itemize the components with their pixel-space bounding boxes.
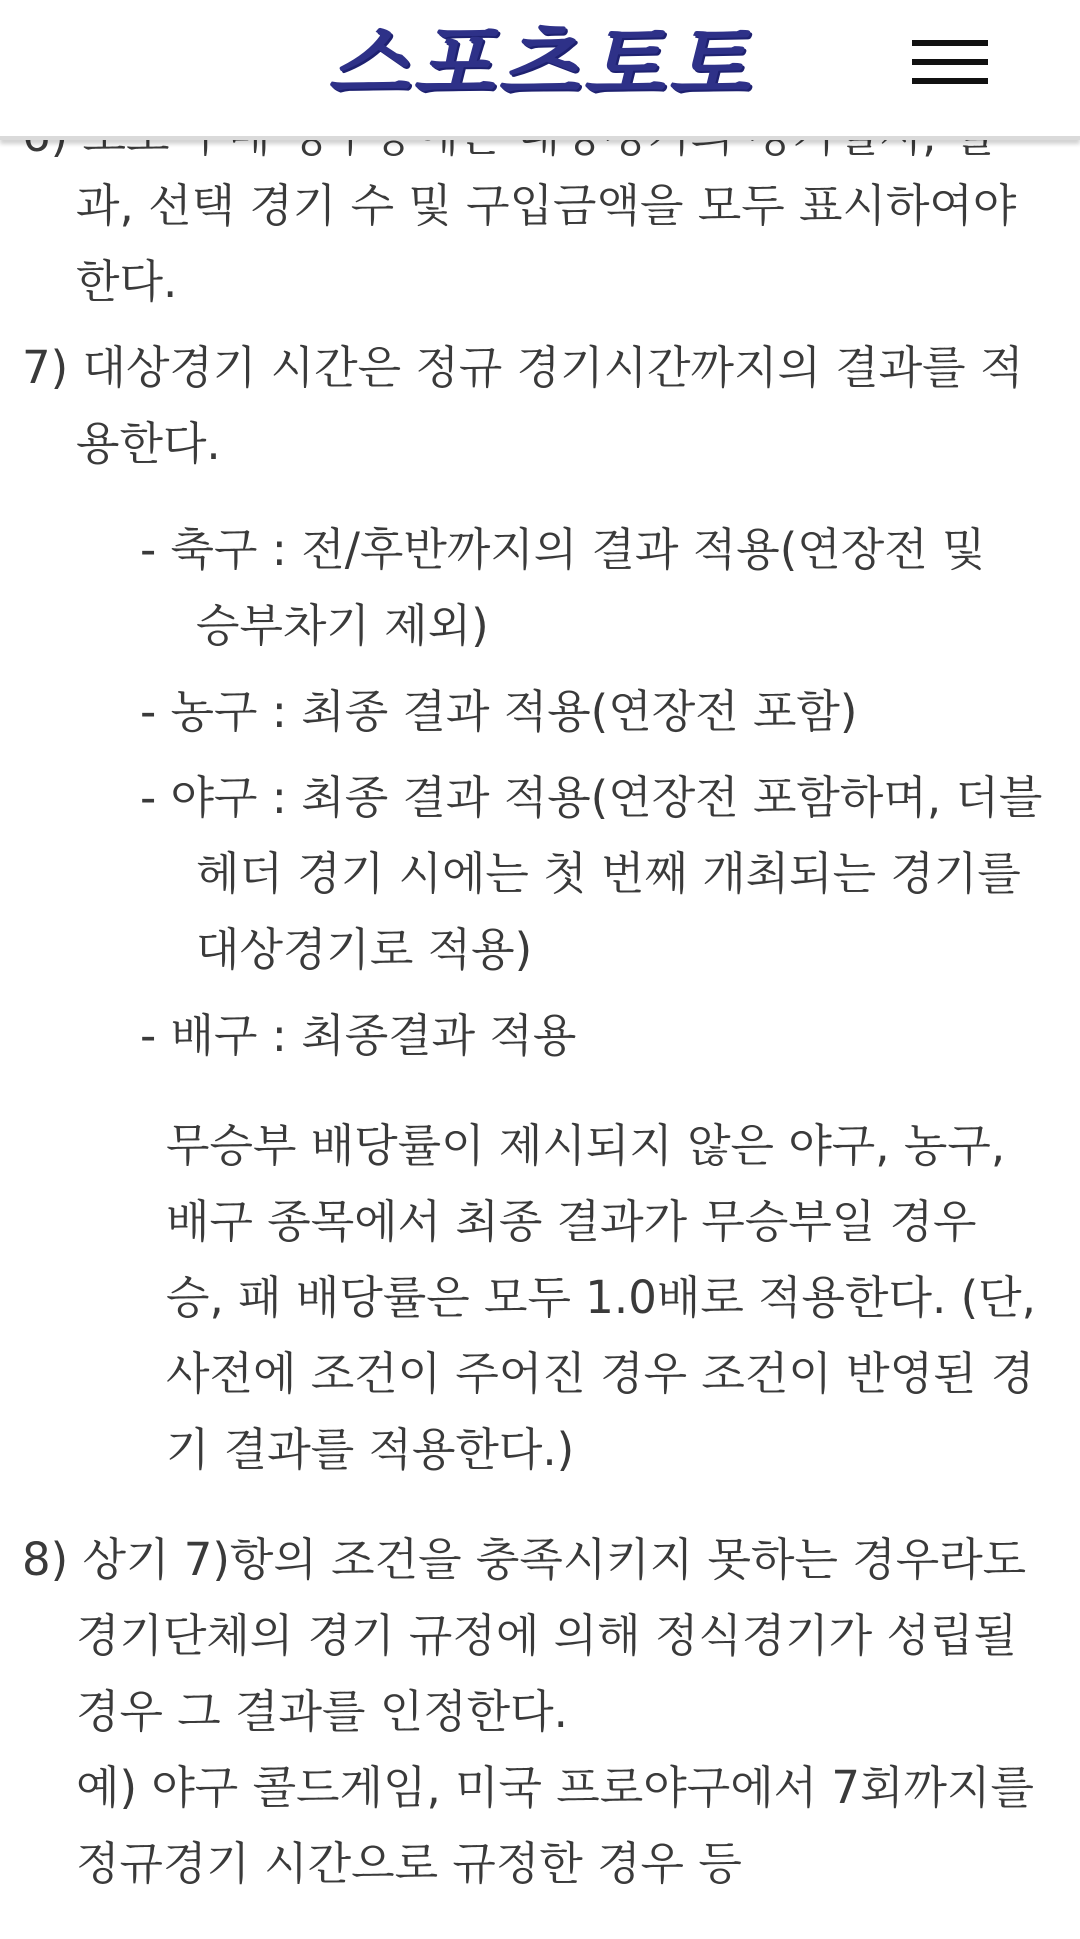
item-8-line-4: 예) 야구 콜드게임, 미국 프로야구에서 7회까지를 [76,1761,1034,1814]
hamburger-icon-bar-bottom [912,78,988,84]
draw-note-line-5: 기 결과를 적용한다.) [166,1423,575,1476]
volleyball-rule-line-1: - 배구 : 최종결과 적용 [140,1009,577,1062]
draw-note-line-2: 배구 종목에서 최종 결과가 무승부일 경우 [166,1195,977,1248]
soccer-rule-line-2: 승부차기 제외) [196,599,489,652]
baseball-rule-line-2: 헤더 경기 시에는 첫 번째 개최되는 경기를 [196,847,1021,900]
hamburger-icon-bar-middle [912,59,988,65]
item-8-line-1: 8) 상기 7)항의 조건을 충족시키지 못하는 경우라도 [22,1533,1027,1586]
item-6-line-2: 과, 선택 경기 수 및 구입금액을 모두 표시하여야 [76,179,1017,232]
draw-note-line-1: 무승부 배당률이 제시되지 않은 야구, 농구, [166,1119,1006,1172]
hamburger-icon-bar-top [912,40,988,46]
hamburger-menu-button[interactable] [912,38,988,86]
item-8-line-2: 경기단체의 경기 규정에 의해 정식경기가 성립될 [76,1609,1017,1662]
item-7-line-1: 7) 대상경기 시간은 정규 경기시간까지의 결과를 적 [22,341,1024,394]
item-8-line-3: 경우 그 결과를 인정한다. [76,1685,568,1738]
item-6-line-3: 한다. [76,255,178,308]
soccer-rule-line-1: - 축구 : 전/후반까지의 결과 적용(연장전 및 [140,523,986,576]
item-7-line-2: 용한다. [76,417,221,470]
baseball-rule-line-1: - 야구 : 최종 결과 적용(연장전 포함하며, 더블 [140,771,1043,824]
draw-note-line-4: 사전에 조건이 주어진 경우 조건이 반영된 경 [166,1347,1035,1400]
basketball-rule-line-1: - 농구 : 최종 결과 적용(연장전 포함) [140,685,858,738]
item-8-line-5: 정규경기 시간으로 규정한 경우 등 [76,1837,742,1890]
draw-note-line-3: 승, 패 배당률은 모두 1.0배로 적용한다. (단, [166,1271,1036,1324]
top-header [0,0,1080,140]
sportstoto-logo[interactable]: 스포츠토토 [327,15,753,113]
baseball-rule-line-3: 대상경기로 적용) [196,923,533,976]
